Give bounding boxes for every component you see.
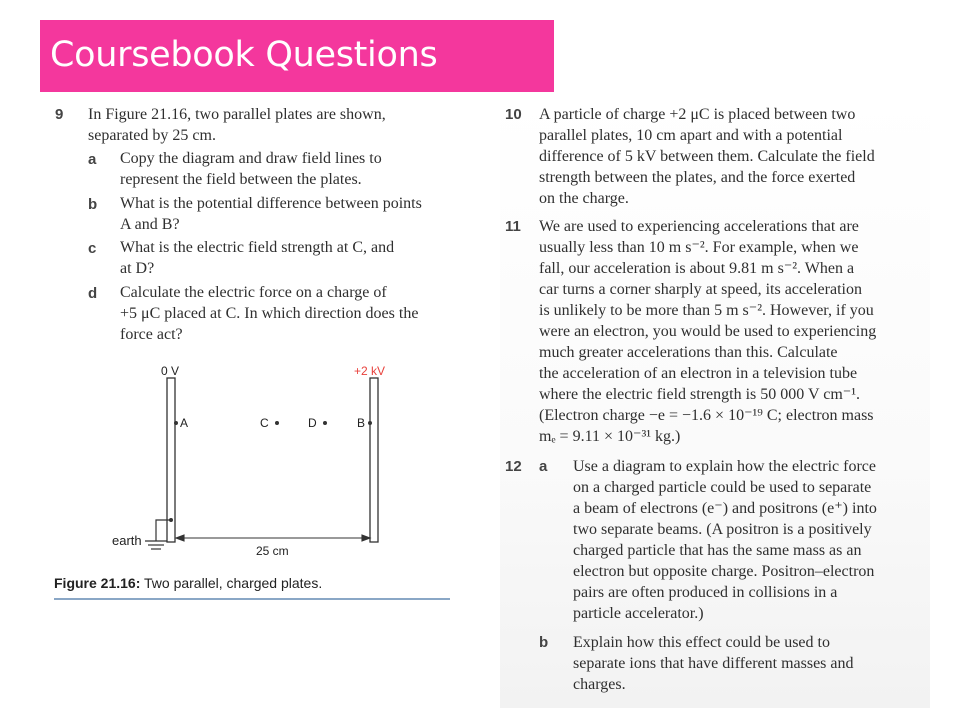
right-plate-label: +2 kV	[354, 364, 386, 378]
question-12b-text	[573, 632, 854, 695]
question-11-line: much greater accelerations than this. Calculate	[539, 344, 838, 361]
question-12b-line: charges.	[573, 676, 626, 693]
question-11-line: car turns a corner sharply at speed, its acceleration	[539, 281, 862, 298]
earth-symbol-icon	[145, 541, 167, 549]
parallel-plates-diagram	[0, 0, 480, 600]
distance-label: 25 cm	[256, 544, 289, 558]
question-12a-line: charged particle that has the same mass as an	[573, 542, 862, 559]
point-b-label: B	[357, 416, 366, 430]
point-a-dot	[174, 421, 178, 425]
question-10-line: A particle of charge +2 μC is placed between two	[539, 106, 856, 123]
distance-arrow	[176, 535, 370, 541]
question-11-text	[539, 216, 876, 447]
question-10-line: difference of 5 kV between them. Calculate the field	[539, 148, 875, 165]
question-9d-letter: d	[88, 285, 98, 302]
question-12a-text	[573, 456, 877, 624]
question-11-line: usually less than 10 m s⁻². For example, when we	[539, 239, 859, 256]
point-c-dot	[275, 421, 279, 425]
question-9a-letter: a	[88, 151, 97, 168]
question-10-text	[539, 104, 875, 209]
point-a-label: A	[180, 416, 189, 430]
question-12a-letter: a	[539, 458, 548, 475]
question-12a-line: particle accelerator.)	[573, 605, 704, 622]
question-9b-line: A and B?	[120, 216, 180, 233]
question-12a-line: two separate beams. (A positron is a positively	[573, 521, 872, 538]
figure-caption	[54, 575, 322, 591]
question-12a-line: pairs are often produced in collisions in a	[573, 584, 838, 601]
question-9a-line: Copy the diagram and draw field lines to	[120, 150, 382, 167]
question-11-line: is unlikely to be more than 5 m s⁻². However, if you	[539, 302, 874, 319]
earth-label: earth	[112, 533, 142, 548]
question-12a-line: a beam of electrons (e⁻) and positrons (e⁺) into	[573, 500, 877, 517]
question-9c-line: at D?	[120, 260, 155, 277]
question-12b-line: Explain how this effect could be used to	[573, 634, 830, 651]
question-12a-line: Use a diagram to explain how the electric force	[573, 458, 876, 475]
question-12-number: 12	[505, 458, 522, 475]
question-11-number: 11	[505, 218, 521, 235]
question-9d-line: Calculate the electric force on a charge of	[120, 284, 387, 301]
question-12a-line: electron but opposite charge. Positron–electron	[573, 563, 875, 580]
question-9b-line: What is the potential difference between points	[120, 195, 422, 212]
point-d-label: D	[308, 416, 317, 430]
question-9a-line: represent the field between the plates.	[120, 171, 362, 188]
point-b-dot	[368, 421, 372, 425]
question-11-line: where the electric field strength is 50 000 V cm⁻¹.	[539, 386, 861, 403]
slide-title: Coursebook Questions	[50, 35, 438, 75]
left-plate-label: 0 V	[161, 364, 180, 378]
question-9c-letter: c	[88, 240, 97, 257]
question-11-line: mₑ = 9.11 × 10⁻³¹ kg.)	[539, 428, 681, 445]
left-plate	[167, 378, 175, 542]
question-9b-letter: b	[88, 196, 98, 213]
question-9-intro-line: In Figure 21.16, two parallel plates are shown,	[88, 106, 386, 123]
question-9d-line: force act?	[120, 326, 183, 343]
question-11-line: We are used to experiencing accelerations that are	[539, 218, 859, 235]
question-9-number: 9	[55, 106, 64, 123]
question-9d-line: +5 μC placed at C. In which direction does the	[120, 305, 419, 322]
question-12a-line: on a charged particle could be used to separate	[573, 479, 872, 496]
right-plate	[370, 378, 378, 542]
question-9-intro-line: separated by 25 cm.	[88, 127, 216, 144]
question-10-number: 10	[505, 106, 522, 123]
question-10-line: parallel plates, 10 cm apart and with a potential	[539, 127, 843, 144]
figure-caption-label: Figure 21.16:	[54, 575, 141, 591]
question-12b-letter: b	[539, 634, 549, 651]
question-12b-line: separate ions that have different masses and	[573, 655, 854, 672]
question-9c-line: What is the electric field strength at C, and	[120, 239, 395, 256]
question-11-line: fall, our acceleration is about 9.81 m s⁻². When a	[539, 260, 855, 277]
question-11-line: (Electron charge −e = −1.6 × 10⁻¹⁹ C; electron mass	[539, 407, 874, 424]
figure-caption-text: Two parallel, charged plates.	[140, 575, 323, 591]
question-11-line: the acceleration of an electron in a television tube	[539, 365, 858, 382]
caption-divider	[54, 598, 450, 600]
point-c-label: C	[260, 416, 269, 430]
point-d-dot	[323, 421, 327, 425]
question-10-line: on the charge.	[539, 190, 629, 207]
question-10-line: strength between the plates, and the force exerted	[539, 169, 856, 186]
question-11-line: were an electron, you would be used to experiencing	[539, 323, 877, 340]
